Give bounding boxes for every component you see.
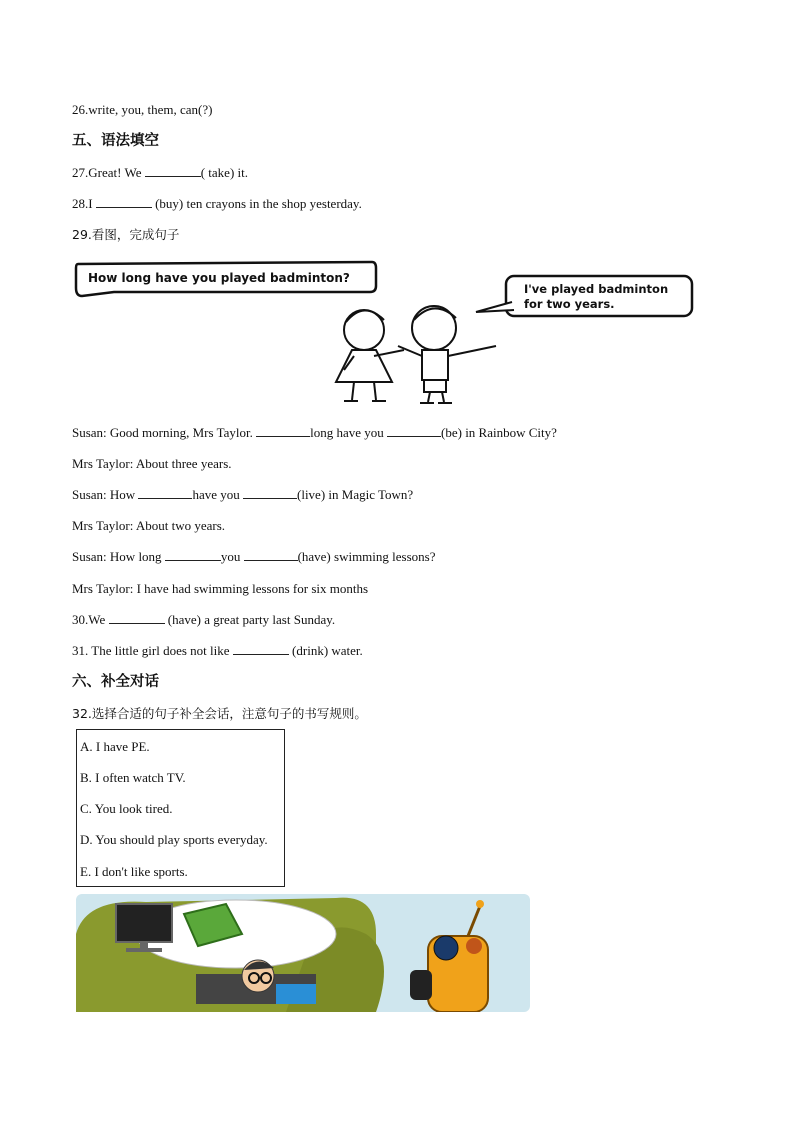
right-bubble-text-line2: for two years.: [524, 297, 615, 311]
badminton-illustration: [74, 258, 698, 408]
left-bubble-text: How long have you played badminton?: [88, 271, 350, 285]
dialog-text: (have) swimming lessons?: [297, 549, 436, 564]
q27-text: 27.Great! We: [72, 165, 145, 180]
question-32: 32.选择合适的句子补全会话，注意句子的书写规则。: [72, 706, 367, 721]
robot-eye: [434, 936, 458, 960]
answer-blank[interactable]: [96, 195, 152, 208]
option-a: A. I have PE.: [80, 739, 150, 754]
dialog-text: have you: [192, 487, 243, 502]
boy-figure: [398, 306, 496, 403]
option-e: E. I don't like sports.: [80, 864, 188, 879]
section-6-heading: 六、补全对话: [72, 674, 159, 690]
answer-blank[interactable]: [109, 611, 165, 624]
dialog-text: (be) in Rainbow City?: [441, 425, 557, 440]
question-28: [72, 195, 362, 213]
section-5-heading: 五、语法填空: [72, 133, 159, 149]
question-30: [72, 611, 335, 629]
answer-blank[interactable]: [387, 424, 441, 437]
dialog-text: Susan: How long: [72, 549, 165, 564]
answer-blank[interactable]: [243, 486, 297, 499]
dialog-text: long have you: [310, 425, 388, 440]
answer-blank[interactable]: [138, 486, 192, 499]
bubble-tail: [476, 302, 514, 312]
question-29: 29.看图，完成句子: [72, 227, 180, 242]
tv-icon: [116, 904, 172, 942]
robot-speaker: [466, 938, 482, 954]
q28-text-after: (buy) ten crayons in the shop yesterday.: [151, 196, 362, 211]
q28-text: 28.I: [72, 196, 96, 211]
dialog-line-5: [72, 548, 435, 566]
answer-blank[interactable]: [244, 548, 298, 561]
dialog-line-2: Mrs Taylor: About three years.: [72, 456, 232, 471]
q27-text-after: ( take) it.: [200, 165, 249, 180]
answer-blank[interactable]: [145, 164, 201, 177]
option-b: B. I often watch TV.: [80, 770, 186, 785]
dialog-text: you: [220, 549, 244, 564]
right-bubble-text-line1: I've played badminton: [524, 282, 669, 296]
q30-text: 30.We: [72, 612, 109, 627]
q31-text-after: (drink) water.: [288, 643, 363, 658]
answer-blank[interactable]: [165, 548, 193, 561]
answer-blank[interactable]: [233, 642, 289, 655]
tired-boy-illustration: [76, 894, 530, 1012]
question-27: [72, 164, 248, 182]
dialog-line-4: Mrs Taylor: About two years.: [72, 518, 226, 533]
options-box: [76, 729, 285, 887]
dialog-text: Susan: Good morning, Mrs Taylor.: [72, 425, 257, 440]
option-d: D. You should play sports everyday.: [80, 832, 268, 847]
dialog-line-1: [72, 424, 557, 442]
robot-arm: [410, 970, 432, 1000]
dialog-line-6: Mrs Taylor: I have had swimming lessons for six months: [72, 581, 369, 596]
q30-text-after: (have) a great party last Sunday.: [164, 612, 336, 627]
dialog-line-3: [72, 486, 413, 504]
boy-shirt: [276, 984, 316, 1004]
dialog-text: Susan: How: [72, 487, 139, 502]
question-26: 26.write, you, them, can(?): [72, 102, 213, 117]
q31-text: 31. The little girl does not like: [72, 643, 233, 658]
girl-figure: [336, 310, 404, 401]
question-31: [72, 642, 363, 660]
answer-blank[interactable]: [193, 548, 221, 561]
answer-blank[interactable]: [256, 424, 310, 437]
tv-base: [126, 948, 162, 952]
robot-antenna-tip: [476, 900, 484, 908]
tv-stand: [140, 942, 148, 948]
dialog-text: (live) in Magic Town?: [297, 487, 414, 502]
option-c: C. You look tired.: [80, 801, 173, 816]
